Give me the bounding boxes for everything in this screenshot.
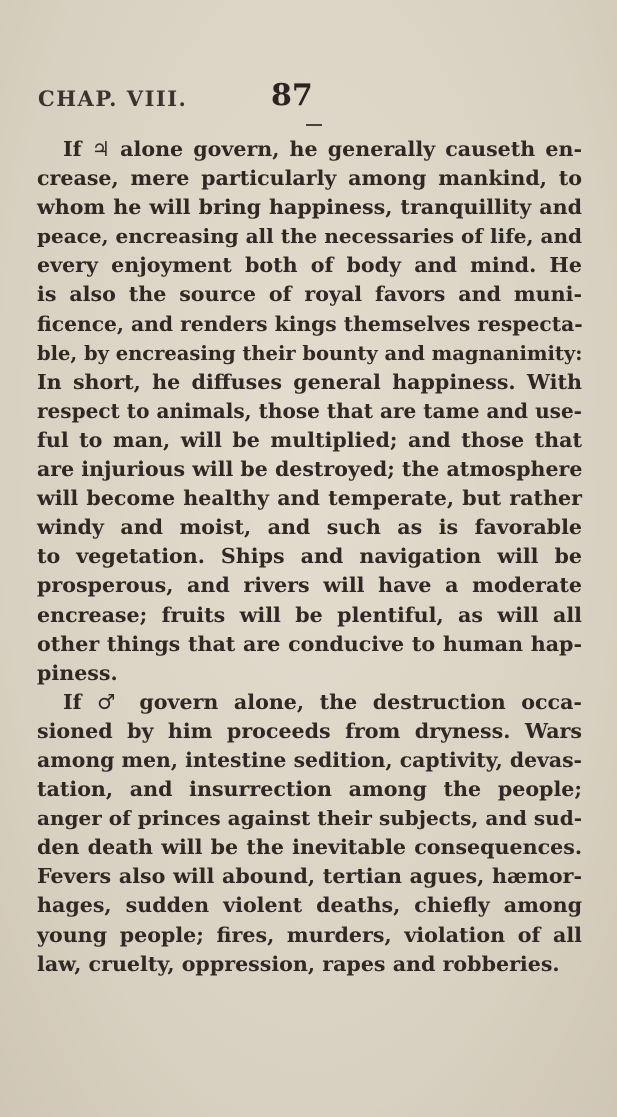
chapter-heading: CHAP. VIII. — [38, 86, 188, 111]
text-line: den death will be the inevitable consequences. — [37, 835, 582, 860]
text-line: will become healthy and temperate, but rather — [37, 486, 582, 511]
text-line: In short, he diffuses general happiness. With — [37, 369, 582, 394]
text-line: prosperous, and rivers will have a moderate — [37, 573, 582, 598]
folio-rule — [306, 124, 322, 126]
text-line: If ♃ alone govern, he generally causeth en- — [63, 137, 582, 161]
text-line: whom he will bring happiness, tranquillity and — [37, 195, 582, 220]
text-line: ble, by encreasing their bounty and magnanimity: — [37, 341, 583, 365]
text-line: Fevers also will abound, tertian agues, hæmor- — [37, 864, 582, 889]
text-line: crease, mere particularly among mankind, to — [37, 166, 582, 191]
text-line: law, cruelty, oppression, rapes and robberies. — [37, 951, 560, 976]
text-line: sioned by him proceeds from dryness. Wars — [37, 718, 582, 743]
text-line: windy and moist, and such as is favorable — [37, 515, 582, 540]
text-line: tation, and insurrection among the people; — [37, 777, 582, 802]
text-line: respect to animals, those that are tame and use- — [37, 398, 582, 423]
text-line: are injurious will be destroyed; the atmosphere — [37, 457, 583, 482]
text-line: ful to man, will be multiplied; and those that — [37, 427, 582, 452]
text-line: peace, encreasing all the necessaries of life, and — [37, 224, 582, 249]
text-line: encrease; fruits will be plentiful, as will all — [37, 602, 582, 627]
paragraph-2 — [37, 688, 582, 979]
paragraph-1 — [37, 135, 582, 688]
running-head — [38, 78, 578, 118]
text-line: other things that are conducive to human hap- — [37, 631, 582, 656]
text-line: among men, intestine sedition, captivity, devas- — [37, 747, 582, 772]
text-line: piness. — [37, 660, 118, 685]
text-line: every enjoyment both of body and mind. He — [37, 253, 582, 278]
text-line: anger of princes against their subjects, and sud- — [37, 806, 582, 831]
text-line: hages, sudden violent deaths, chiefly among — [37, 893, 582, 918]
page-number: 87 — [271, 78, 313, 113]
text-line: to vegetation. Ships and navigation will be — [37, 544, 582, 569]
text-line: ficence, and renders kings themselves respecta- — [37, 311, 583, 336]
body-text — [37, 135, 582, 979]
text-line: young people; fires, murders, violation of all — [37, 922, 582, 947]
text-line: is also the source of royal favors and muni- — [37, 282, 582, 307]
text-line: If ♂ govern alone, the destruction occa- — [63, 689, 582, 714]
